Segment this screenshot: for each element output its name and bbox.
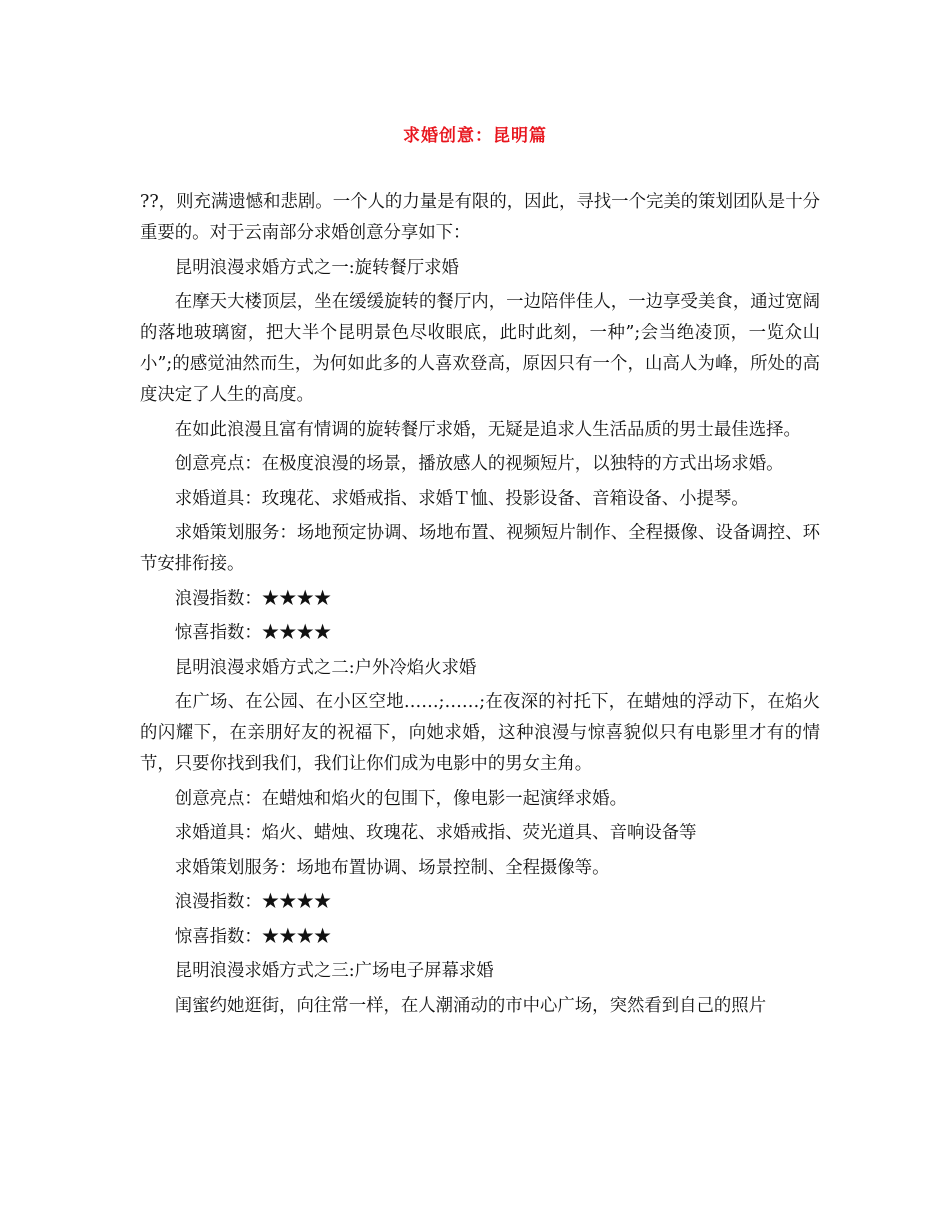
rating-line: 浪漫指数：★★★★ — [174, 892, 332, 912]
rating-line: 惊喜指数：★★★★ — [174, 926, 332, 947]
paragraph: 在摩天大楼顶层，坐在缓缓旋转的餐厅内，一边陪伴佳人，一边享受美食，通过宽阔的落地玻璃窗，把大半个昆明景色尽收眼底，此时此刻，一种”;会当绝凌顶，一览众山小”;的感觉油然而生，为何如此多的人喜欢登高，原因只有一个，山高人为峰，所处的高度决定了人生的高度。 — [140, 292, 820, 405]
paragraph: 创意亮点：在极度浪漫的场景，播放感人的视频短片，以独特的方式出场求婚。 — [174, 454, 784, 474]
paragraph: 求婚道具：焰火、蜡烛、玫瑰花、求婚戒指、荧光道具、音响设备等 — [174, 823, 697, 843]
section-heading: 昆明浪漫求婚方式之二:户外冷焰火求婚 — [174, 657, 477, 678]
paragraph: ??，则充满遗憾和悲剧。一个人的力量是有限的，因此，寻找一个完美的策划团队是十分重要的。对于云南部分求婚创意分享如下： — [140, 192, 820, 243]
paragraph: 求婚策划服务：场地布置协调、场景控制、全程摄像等。 — [174, 857, 610, 878]
rating-line: 惊喜指数：★★★★ — [174, 623, 332, 643]
document-body — [140, 187, 820, 1025]
paragraph: 求婚策划服务：场地预定协调、场地布置、视频短片制作、全程摄像、设备调控、环节安排衔接。 — [140, 523, 820, 574]
document-title: 求婚创意：昆明篇 — [403, 126, 547, 146]
paragraph: 在广场、在公园、在小区空地……;……;在夜深的衬托下，在蜡烛的浮动下，在焰火的闪耀下，在亲朋好友的祝福下，向她求婚，这种浪漫与惊喜貌似只有电影里才有的情节，只要你找到我们，我们让你们成为电影中的男女主角。 — [140, 692, 820, 774]
paragraph: 求婚道具：玫瑰花、求婚戒指、求婚Ｔ恤、投影设备、音箱设备、小提琴。 — [174, 488, 749, 509]
section-heading: 昆明浪漫求婚方式之三:广场电子屏幕求婚 — [174, 961, 494, 981]
rating-line: 浪漫指数：★★★★ — [174, 588, 332, 609]
paragraph: 创意亮点：在蜡烛和焰火的包围下，像电影一起演绎求婚。 — [174, 788, 627, 809]
section-heading: 昆明浪漫求婚方式之一:旋转餐厅求婚 — [174, 257, 459, 278]
paragraph: 在如此浪漫且富有情调的旋转餐厅求婚，无疑是追求人生活品质的男士最佳选择。 — [174, 419, 801, 440]
paragraph: 闺蜜约她逛街，向往常一样，在人潮涌动的市中心广场，突然看到自己的照片 — [174, 995, 767, 1016]
